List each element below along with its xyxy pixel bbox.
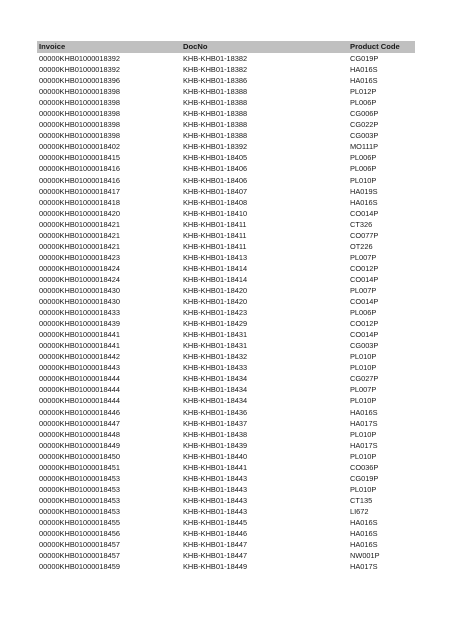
cell-product-code: CO036P [350, 462, 379, 472]
cell-invoice: 00000KHB01000018430 [39, 285, 120, 295]
cell-product-code: HA017S [350, 440, 378, 450]
cell-product-code: HA016S [350, 197, 378, 207]
cell-docno: KHB-KHB01-18433 [183, 363, 248, 373]
cell-docno: KHB-KHB01-18411 [183, 241, 247, 251]
table-row [37, 362, 415, 373]
cell-product-code: CO012P [350, 319, 379, 329]
cell-invoice: 00000KHB01000018398 [39, 98, 120, 108]
cell-product-code: CO012P [350, 263, 379, 273]
cell-product-code: HA016S [350, 407, 378, 417]
table-row [37, 351, 415, 362]
table-row [37, 252, 415, 263]
cell-invoice: 00000KHB01000018415 [39, 153, 120, 163]
table-row [37, 418, 415, 429]
table-row [37, 186, 415, 197]
table-row [37, 373, 415, 384]
cell-invoice: 00000KHB01000018453 [39, 495, 120, 505]
cell-docno: KHB-KHB01-18411 [183, 230, 247, 240]
table-row [37, 561, 415, 572]
cell-docno: KHB-KHB01-18388 [183, 109, 248, 119]
cell-product-code: PL010P [350, 451, 377, 461]
cell-docno: KHB-KHB01-18446 [183, 529, 248, 539]
table-header-row [37, 41, 415, 53]
cell-docno: KHB-KHB01-18423 [183, 308, 248, 318]
cell-invoice: 00000KHB01000018455 [39, 517, 120, 527]
cell-invoice: 00000KHB01000018453 [39, 506, 120, 516]
cell-docno: KHB-KHB01-18443 [183, 484, 248, 494]
cell-invoice: 00000KHB01000018424 [39, 274, 120, 284]
cell-product-code: HA016S [350, 76, 378, 86]
cell-product-code: CG019P [350, 473, 379, 483]
cell-invoice: 00000KHB01000018457 [39, 551, 120, 561]
table-row [37, 429, 415, 440]
table-row [37, 462, 415, 473]
cell-product-code: CT326 [350, 219, 373, 229]
cell-docno: KHB-KHB01-18447 [183, 551, 248, 561]
table-row [37, 473, 415, 484]
header-product-code: Product Code [350, 42, 400, 51]
cell-invoice: 00000KHB01000018420 [39, 208, 120, 218]
table-row [37, 384, 415, 395]
cell-invoice: 00000KHB01000018396 [39, 76, 120, 86]
cell-product-code: HA016S [350, 65, 378, 75]
table-row [37, 119, 415, 130]
table-row [37, 451, 415, 462]
table-row [37, 495, 415, 506]
cell-docno: KHB-KHB01-18447 [183, 540, 248, 550]
cell-invoice: 00000KHB01000018443 [39, 363, 120, 373]
cell-docno: KHB-KHB01-18443 [183, 473, 248, 483]
cell-docno: KHB-KHB01-18407 [183, 186, 248, 196]
table-row [37, 285, 415, 296]
table-row [37, 175, 415, 186]
cell-invoice: 00000KHB01000018451 [39, 462, 120, 472]
cell-invoice: 00000KHB01000018441 [39, 330, 120, 340]
table-row [37, 440, 415, 451]
table-row [37, 484, 415, 495]
cell-product-code: NW001P [350, 551, 380, 561]
cell-docno: KHB-KHB01-18405 [183, 153, 248, 163]
cell-invoice: 00000KHB01000018392 [39, 65, 120, 75]
cell-product-code: HA017S [350, 562, 378, 572]
cell-product-code: CG006P [350, 109, 379, 119]
cell-docno: KHB-KHB01-18414 [183, 274, 248, 284]
cell-docno: KHB-KHB01-18434 [183, 396, 248, 406]
cell-product-code: CO014P [350, 330, 379, 340]
cell-invoice: 00000KHB01000018402 [39, 142, 120, 152]
cell-product-code: PL010P [350, 175, 377, 185]
table-row [37, 550, 415, 561]
cell-invoice: 00000KHB01000018416 [39, 164, 120, 174]
cell-docno: KHB-KHB01-18437 [183, 418, 248, 428]
cell-docno: KHB-KHB01-18443 [183, 506, 248, 516]
cell-invoice: 00000KHB01000018424 [39, 263, 120, 273]
cell-product-code: CT135 [350, 495, 373, 505]
cell-product-code: CG003P [350, 341, 379, 351]
cell-product-code: CG003P [350, 131, 379, 141]
cell-product-code: PL006P [350, 164, 377, 174]
table-row [37, 528, 415, 539]
cell-product-code: CO014P [350, 208, 379, 218]
cell-docno: KHB-KHB01-18431 [183, 341, 248, 351]
table-row [37, 517, 415, 528]
cell-docno: KHB-KHB01-18406 [183, 164, 248, 174]
cell-docno: KHB-KHB01-18388 [183, 131, 248, 141]
cell-product-code: HA016S [350, 529, 378, 539]
table-row [37, 296, 415, 307]
cell-invoice: 00000KHB01000018398 [39, 109, 120, 119]
table-row [37, 86, 415, 97]
cell-invoice: 00000KHB01000018456 [39, 529, 120, 539]
cell-invoice: 00000KHB01000018444 [39, 385, 120, 395]
table-body [37, 53, 415, 572]
cell-invoice: 00000KHB01000018398 [39, 131, 120, 141]
cell-docno: KHB-KHB01-18443 [183, 495, 248, 505]
table-row [37, 506, 415, 517]
cell-product-code: PL007P [350, 252, 377, 262]
cell-invoice: 00000KHB01000018430 [39, 297, 120, 307]
cell-docno: KHB-KHB01-18429 [183, 319, 248, 329]
cell-invoice: 00000KHB01000018433 [39, 308, 120, 318]
cell-invoice: 00000KHB01000018447 [39, 418, 120, 428]
cell-product-code: PL006P [350, 308, 377, 318]
cell-invoice: 00000KHB01000018398 [39, 120, 120, 130]
cell-invoice: 00000KHB01000018444 [39, 374, 120, 384]
table-row [37, 97, 415, 108]
cell-docno: KHB-KHB01-18388 [183, 87, 248, 97]
cell-docno: KHB-KHB01-18386 [183, 76, 248, 86]
table-row [37, 197, 415, 208]
table-row [37, 64, 415, 75]
invoice-table [37, 41, 415, 572]
cell-invoice: 00000KHB01000018417 [39, 186, 120, 196]
cell-invoice: 00000KHB01000018439 [39, 319, 120, 329]
cell-invoice: 00000KHB01000018392 [39, 54, 120, 63]
cell-docno: KHB-KHB01-18436 [183, 407, 248, 417]
cell-docno: KHB-KHB01-18382 [183, 54, 248, 63]
table-row [37, 152, 415, 163]
cell-invoice: 00000KHB01000018453 [39, 484, 120, 494]
cell-invoice: 00000KHB01000018421 [39, 241, 120, 251]
cell-product-code: PL007P [350, 385, 377, 395]
table-row [37, 53, 415, 64]
table-row [37, 241, 415, 252]
table-row [37, 340, 415, 351]
cell-docno: KHB-KHB01-18445 [183, 517, 248, 527]
table-row [37, 230, 415, 241]
cell-invoice: 00000KHB01000018457 [39, 540, 120, 550]
cell-invoice: 00000KHB01000018446 [39, 407, 120, 417]
cell-docno: KHB-KHB01-18411 [183, 219, 247, 229]
cell-product-code: HA016S [350, 540, 378, 550]
cell-docno: KHB-KHB01-18388 [183, 120, 248, 130]
table-row [37, 75, 415, 86]
cell-product-code: CG022P [350, 120, 379, 130]
cell-product-code: CG027P [350, 374, 379, 384]
header-docno: DocNo [183, 42, 208, 51]
table-row [37, 130, 415, 141]
cell-product-code: OT226 [350, 241, 373, 251]
table-row [37, 108, 415, 119]
cell-invoice: 00000KHB01000018416 [39, 175, 120, 185]
cell-docno: KHB-KHB01-18438 [183, 429, 248, 439]
cell-invoice: 00000KHB01000018450 [39, 451, 120, 461]
cell-product-code: PL010P [350, 429, 377, 439]
table-row [37, 274, 415, 285]
cell-docno: KHB-KHB01-18441 [183, 462, 248, 472]
cell-invoice: 00000KHB01000018449 [39, 440, 120, 450]
cell-product-code: MO111P [350, 142, 379, 152]
cell-docno: KHB-KHB01-18440 [183, 451, 248, 461]
cell-docno: KHB-KHB01-18439 [183, 440, 248, 450]
cell-docno: KHB-KHB01-18406 [183, 175, 248, 185]
table-row [37, 163, 415, 174]
cell-docno: KHB-KHB01-18388 [183, 98, 248, 108]
cell-product-code: PL006P [350, 98, 377, 108]
table-row [37, 318, 415, 329]
cell-invoice: 00000KHB01000018423 [39, 252, 120, 262]
cell-product-code: HA016S [350, 517, 378, 527]
cell-product-code: PL010P [350, 396, 377, 406]
cell-invoice: 00000KHB01000018421 [39, 219, 120, 229]
cell-docno: KHB-KHB01-18413 [183, 252, 248, 262]
cell-invoice: 00000KHB01000018453 [39, 473, 120, 483]
table-row [37, 307, 415, 318]
cell-product-code: CO014P [350, 274, 379, 284]
cell-product-code: CO014P [350, 297, 379, 307]
cell-product-code: LI672 [350, 506, 369, 516]
table-row [37, 539, 415, 550]
cell-product-code: HA017S [350, 418, 378, 428]
table-row [37, 395, 415, 406]
cell-docno: KHB-KHB01-18432 [183, 352, 248, 362]
cell-product-code: PL010P [350, 352, 377, 362]
header-invoice: Invoice [39, 42, 66, 51]
cell-product-code: PL007P [350, 285, 377, 295]
cell-product-code: PL006P [350, 153, 377, 163]
cell-docno: KHB-KHB01-18382 [183, 65, 248, 75]
cell-docno: KHB-KHB01-18414 [183, 263, 248, 273]
cell-product-code: CO077P [350, 230, 379, 240]
cell-invoice: 00000KHB01000018441 [39, 341, 120, 351]
table-row [37, 263, 415, 274]
table-row [37, 219, 415, 230]
cell-docno: KHB-KHB01-18434 [183, 385, 248, 395]
cell-invoice: 00000KHB01000018444 [39, 396, 120, 406]
cell-docno: KHB-KHB01-18410 [183, 208, 248, 218]
cell-docno: KHB-KHB01-18420 [183, 297, 248, 307]
cell-invoice: 00000KHB01000018418 [39, 197, 120, 207]
table-row [37, 329, 415, 340]
cell-product-code: PL010P [350, 484, 377, 494]
cell-product-code: CG019P [350, 54, 379, 63]
cell-invoice: 00000KHB01000018442 [39, 352, 120, 362]
cell-invoice: 00000KHB01000018448 [39, 429, 120, 439]
cell-docno: KHB-KHB01-18392 [183, 142, 248, 152]
cell-product-code: PL010P [350, 363, 377, 373]
cell-docno: KHB-KHB01-18431 [183, 330, 248, 340]
cell-invoice: 00000KHB01000018421 [39, 230, 120, 240]
cell-invoice: 00000KHB01000018398 [39, 87, 120, 97]
cell-product-code: PL012P [350, 87, 377, 97]
table-row [37, 407, 415, 418]
cell-product-code: HA019S [350, 186, 378, 196]
cell-docno: KHB-KHB01-18408 [183, 197, 248, 207]
cell-docno: KHB-KHB01-18449 [183, 562, 248, 572]
table-row [37, 141, 415, 152]
table-row [37, 208, 415, 219]
cell-docno: KHB-KHB01-18420 [183, 285, 248, 295]
cell-invoice: 00000KHB01000018459 [39, 562, 120, 572]
cell-docno: KHB-KHB01-18434 [183, 374, 248, 384]
